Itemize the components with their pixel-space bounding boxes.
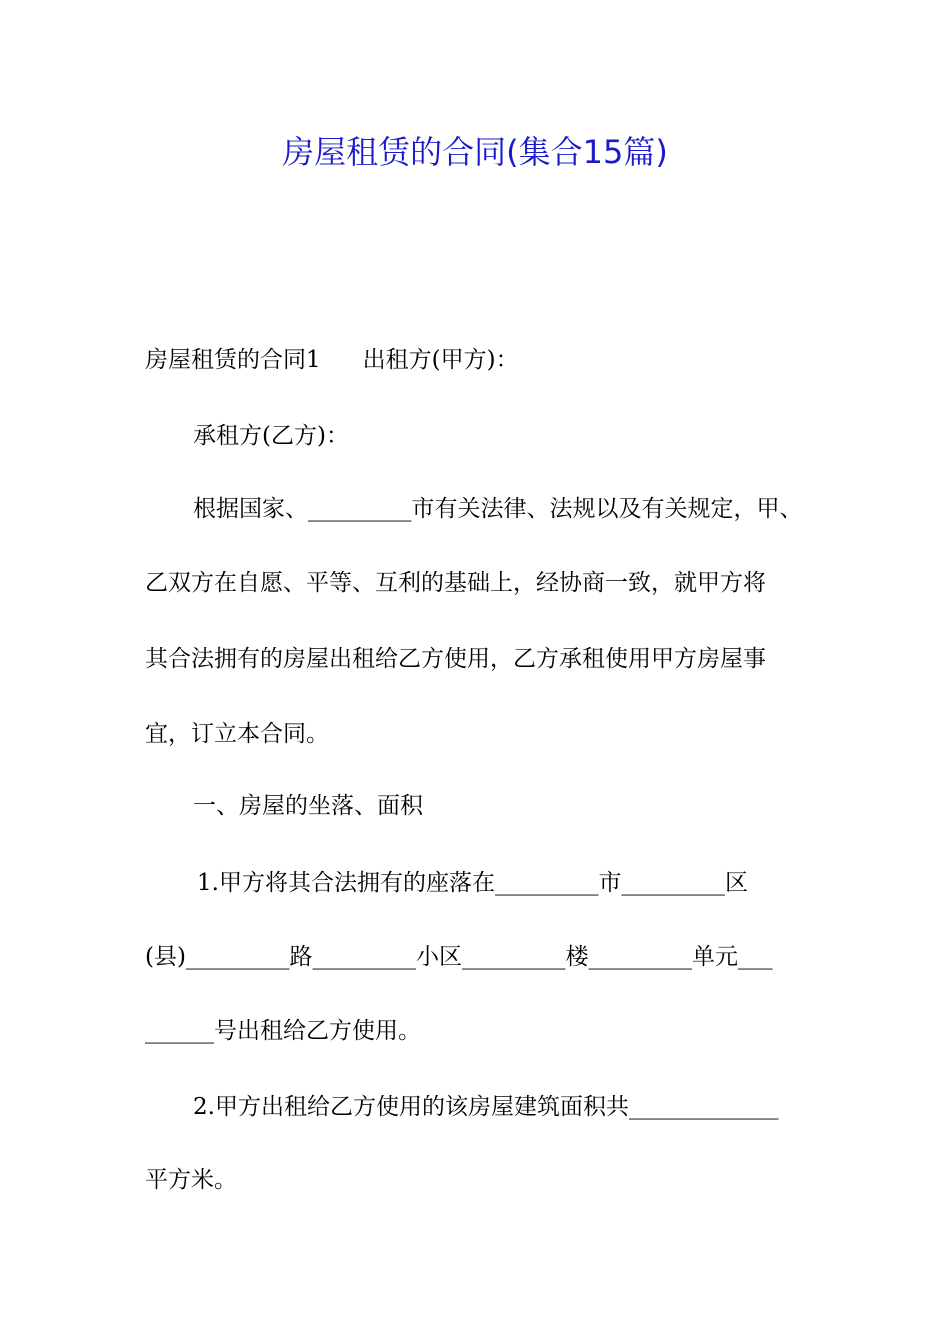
paragraph-line: 承租方(乙方)： bbox=[193, 423, 349, 449]
paragraph-line: 根据国家、_________市有关法律、法规以及有关规定，甲、 bbox=[193, 496, 803, 522]
paragraph-line bbox=[145, 343, 519, 377]
lessor-label: 出租方(甲方)： bbox=[362, 347, 519, 373]
paragraph-line: 2.甲方出租给乙方使用的该房屋建筑面积共_____________ bbox=[193, 1094, 779, 1120]
document-title: 房屋租赁的合同(集合15篇) bbox=[282, 133, 668, 171]
paragraph-line: 平方米。 bbox=[145, 1167, 237, 1193]
paragraph-line: (县)_________路_________小区_________楼_________单元___ bbox=[145, 944, 773, 970]
contract-heading: 房屋租赁的合同1 bbox=[145, 347, 321, 373]
paragraph-line: ______号出租给乙方使用。 bbox=[145, 1018, 421, 1044]
paragraph-line: 其合法拥有的房屋出租给乙方使用，乙方承租使用甲方房屋事 bbox=[145, 646, 766, 672]
section-heading: 一、房屋的坐落、面积 bbox=[193, 793, 423, 819]
paragraph-line: 乙双方在自愿、平等、互利的基础上，经协商一致，就甲方将 bbox=[145, 570, 766, 596]
paragraph-line: 1.甲方将其合法拥有的座落在_________市_________区 bbox=[197, 870, 748, 896]
paragraph-line: 宜，订立本合同。 bbox=[145, 721, 329, 747]
